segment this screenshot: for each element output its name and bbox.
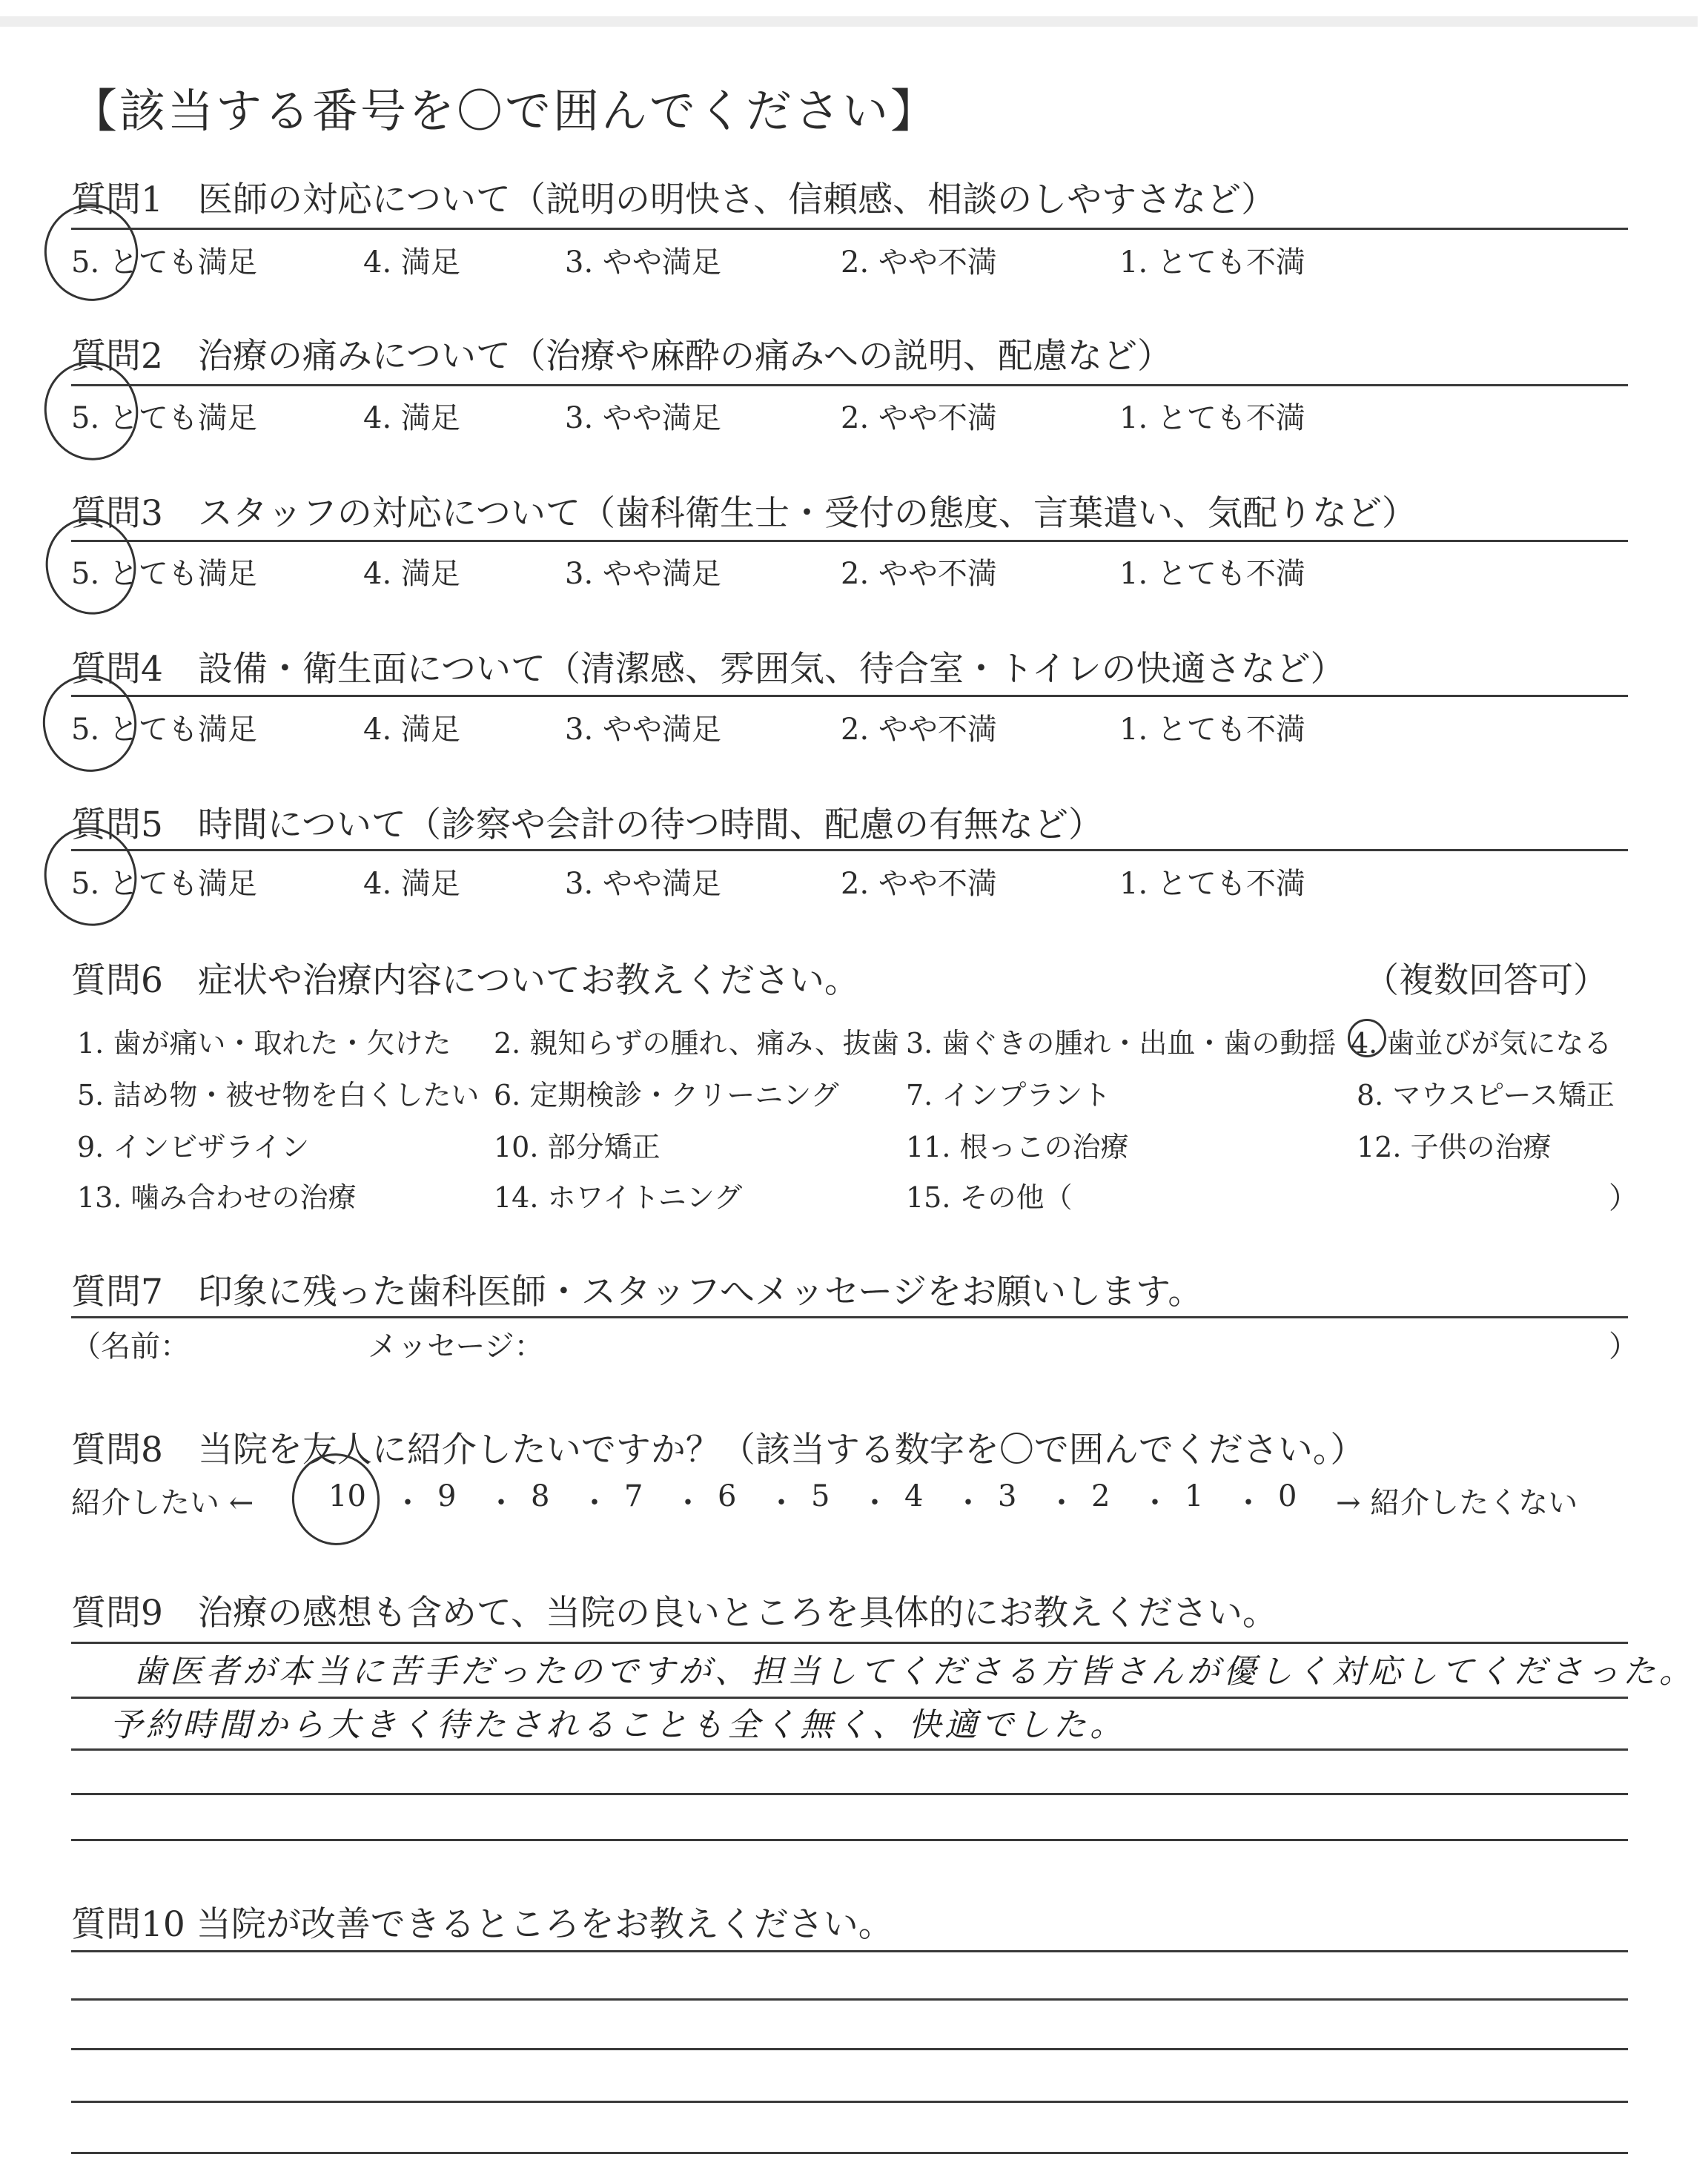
question-10-title: 質問10 当院が改善できるところをお教えください。 — [71, 1904, 893, 1945]
q8-scale-6[interactable]: 6 — [718, 1479, 737, 1513]
q8-scale-7[interactable]: 7 — [624, 1479, 643, 1513]
question-9-title: 質問9 治療の感想も含めて、当院の良いところを具体的にお教えください。 — [71, 1593, 1277, 1634]
q3-option-2[interactable]: 2. やや不満 — [841, 557, 997, 591]
q3-option-4[interactable]: 4. 満足 — [363, 557, 460, 591]
q8-separator: ・ — [486, 1486, 516, 1520]
q3-option-5[interactable]: 5. とても満足 — [71, 557, 257, 591]
q8-scale-1[interactable]: 1 — [1185, 1479, 1204, 1513]
q6-item-1[interactable]: 1. 歯が痛い・取れた・欠けた — [77, 1027, 451, 1060]
q8-right-label: → 紹介したくない — [1336, 1486, 1578, 1520]
q2-option-3[interactable]: 3. やや満足 — [565, 401, 721, 435]
q5-option-4[interactable]: 4. 満足 — [363, 867, 460, 901]
q2-option-4[interactable]: 4. 満足 — [363, 401, 460, 435]
q2-option-1[interactable]: 1. とても不満 — [1119, 401, 1305, 435]
answer-line — [71, 2152, 1628, 2154]
q8-separator: ・ — [580, 1486, 609, 1520]
question-2-title: 質問2 治療の痛みについて（治療や麻酔の痛みへの説明、配慮など） — [71, 336, 1173, 377]
q2-option-2[interactable]: 2. やや不満 — [841, 401, 997, 435]
rule — [71, 540, 1628, 542]
q8-separator: ・ — [1140, 1486, 1170, 1520]
q1-option-3[interactable]: 3. やや満足 — [565, 245, 721, 280]
q8-separator: ・ — [860, 1486, 890, 1520]
q6-item-13[interactable]: 13. 噛み合わせの治療 — [77, 1181, 357, 1214]
question-1-title: 質問1 医師の対応について（説明の明快さ、信頼感、相談のしやすさなど） — [71, 179, 1277, 220]
q8-separator: ・ — [393, 1486, 423, 1520]
q7-message-label: メッセージ： — [368, 1330, 544, 1364]
q8-scale-4[interactable]: 4 — [904, 1479, 924, 1513]
answer-line — [71, 1748, 1628, 1751]
question-5-title: 質問5 時間について（診察や会計の待つ時間、配慮の有無など） — [71, 805, 1103, 845]
question-6-title: 質問6 症状や治療内容についてお教えください。 — [71, 960, 859, 1001]
q8-scale-3[interactable]: 3 — [998, 1479, 1017, 1513]
q4-option-3[interactable]: 3. やや満足 — [565, 713, 721, 747]
q4-option-4[interactable]: 4. 満足 — [363, 713, 460, 747]
q8-scale-2[interactable]: 2 — [1091, 1479, 1110, 1513]
rule — [71, 1316, 1628, 1318]
q8-scale-9[interactable]: 9 — [437, 1479, 457, 1513]
q6-item-15[interactable]: 15. その他（ — [906, 1181, 1073, 1214]
question-3-title: 質問3 スタッフの対応について（歯科衛生士・受付の態度、言葉遣い、気配りなど） — [71, 493, 1417, 534]
q8-separator: ・ — [673, 1486, 703, 1520]
q3-option-3[interactable]: 3. やや満足 — [565, 557, 721, 591]
q1-option-1[interactable]: 1. とても不満 — [1119, 245, 1305, 280]
q4-option-2[interactable]: 2. やや不満 — [841, 713, 997, 747]
q8-separator: ・ — [953, 1486, 983, 1520]
scan-edge — [0, 16, 1698, 27]
q6-item-14[interactable]: 14. ホワイトニング — [494, 1181, 743, 1214]
rule — [71, 228, 1628, 230]
q6-item-2[interactable]: 2. 親知らずの腫れ、痛み、抜歯 — [494, 1027, 899, 1060]
q8-separator: ・ — [1047, 1486, 1076, 1520]
q8-scale-0[interactable]: 0 — [1278, 1479, 1297, 1513]
q1-option-5[interactable]: 5. とても満足 — [71, 245, 257, 280]
q7-close-paren: ） — [1609, 1330, 1638, 1364]
answer-line — [71, 2048, 1628, 2050]
q8-scale-5[interactable]: 5 — [811, 1479, 830, 1513]
q1-option-4[interactable]: 4. 満足 — [363, 245, 460, 280]
question-4-title: 質問4 設備・衛生面について（清潔感、雰囲気、待合室・トイレの快適さなど） — [71, 649, 1345, 690]
q3-option-1[interactable]: 1. とても不満 — [1119, 557, 1305, 591]
q6-item-9[interactable]: 9. インビザライン — [77, 1131, 310, 1163]
answer-line — [71, 1793, 1628, 1795]
q9-handwritten-line-1: 歯医者が本当に苦手だったのですが、担当してくださる方皆さんが優しく対応してくださった。 — [133, 1653, 1695, 1691]
q6-item-7[interactable]: 7. インプラント — [906, 1079, 1111, 1112]
q4-option-1[interactable]: 1. とても不満 — [1119, 713, 1305, 747]
q6-other-close-paren: ） — [1609, 1181, 1638, 1215]
rule — [71, 1642, 1628, 1644]
q4-option-5[interactable]: 5. とても満足 — [71, 713, 257, 747]
answer-line — [71, 1950, 1628, 1952]
q6-item-10[interactable]: 10. 部分矯正 — [494, 1131, 661, 1163]
q6-item-4[interactable]: 4. 歯並びが気になる — [1351, 1027, 1612, 1060]
q8-separator: ・ — [1234, 1486, 1263, 1520]
q6-item-11[interactable]: 11. 根っこの治療 — [906, 1131, 1129, 1163]
q6-item-5[interactable]: 5. 詰め物・被せ物を白くしたい — [77, 1079, 480, 1112]
q6-selection-circle — [1348, 1019, 1386, 1057]
q6-item-6[interactable]: 6. 定期検診・クリーニング — [494, 1079, 839, 1112]
multiple-answers-note: （複数回答可） — [1364, 960, 1608, 1001]
q5-option-2[interactable]: 2. やや不満 — [841, 867, 997, 901]
q2-option-5[interactable]: 5. とても満足 — [71, 401, 257, 435]
q9-handwritten-line-2: 予約時間から大きく待たされることも全く無く、快適でした。 — [110, 1706, 1127, 1744]
answer-line — [71, 1998, 1628, 2001]
answer-line — [71, 1839, 1628, 1841]
q5-option-5[interactable]: 5. とても満足 — [71, 867, 257, 901]
q8-left-label: 紹介したい ← — [71, 1486, 254, 1520]
instruction-heading: 【該当する番号を〇で囲んでください】 — [71, 84, 939, 138]
q8-scale-8[interactable]: 8 — [531, 1479, 550, 1513]
question-8-title: 質問8 当院を友人に紹介したいですか？（該当する数字を〇で囲んでください。） — [71, 1430, 1366, 1470]
q8-separator: ・ — [767, 1486, 796, 1520]
q5-option-1[interactable]: 1. とても不満 — [1119, 867, 1305, 901]
rule — [71, 384, 1628, 386]
question-7-title: 質問7 印象に残った歯科医師・スタッフへメッセージをお願いします。 — [71, 1272, 1203, 1312]
q6-item-12[interactable]: 12. 子供の治療 — [1357, 1131, 1552, 1163]
rule — [71, 695, 1628, 697]
q1-option-2[interactable]: 2. やや不満 — [841, 245, 997, 280]
q7-name-label: （名前： — [71, 1330, 190, 1364]
q5-option-3[interactable]: 3. やや満足 — [565, 867, 721, 901]
q8-scale-10[interactable]: 10 — [328, 1479, 366, 1513]
q6-item-8[interactable]: 8. マウスピース矯正 — [1357, 1079, 1615, 1112]
answer-line — [71, 2101, 1628, 2103]
q6-item-3[interactable]: 3. 歯ぐきの腫れ・出血・歯の動揺 — [906, 1027, 1337, 1060]
rule — [71, 849, 1628, 851]
